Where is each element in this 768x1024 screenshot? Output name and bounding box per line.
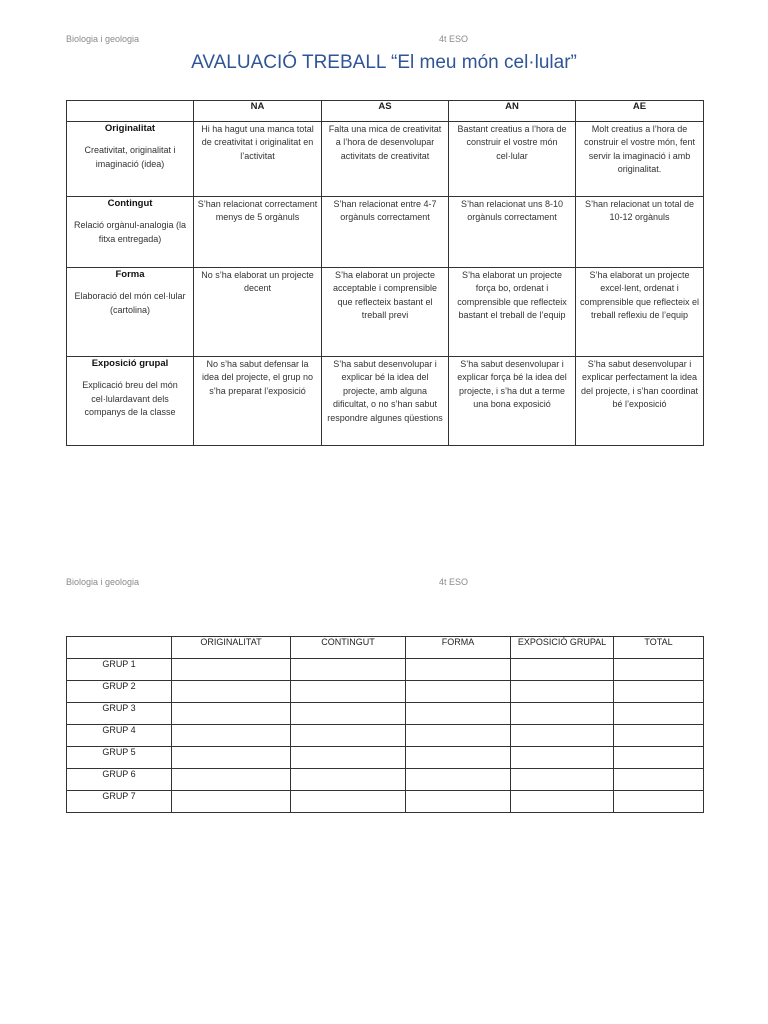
score-cell[interactable] [172, 725, 291, 747]
table-row [67, 681, 704, 703]
score-cell[interactable] [406, 703, 511, 725]
rubric-cell-na: No s’ha sabut defensar la idea del projecte, el grup no s’ha preparat l’exposició [194, 357, 322, 446]
score-cell[interactable] [511, 747, 614, 769]
score-cell[interactable] [614, 791, 704, 813]
criterion-cell [67, 268, 194, 357]
rubric-cell-an: S’ha sabut desenvolupar i explicar força bé la idea del projecte, i s’ha dut a terme una bona exposició [449, 357, 576, 446]
table-row [67, 791, 704, 813]
rubric-cell-na: Hi ha hagut una manca total de creativitat i originalitat en l’activitat [194, 122, 322, 197]
rubric-cell-ae: S’ha elaborat un projecte excel·lent, ordenat i comprensible que reflecteix el treball reflexiu de l’equip [576, 268, 704, 357]
score-cell[interactable] [614, 703, 704, 725]
scores-header-forma: FORMA [406, 637, 511, 659]
rubric-header-ae: AE [576, 101, 704, 122]
scores-header-contingut: CONTINGUT [291, 637, 406, 659]
rubric-row-contingut [67, 197, 704, 268]
score-cell[interactable] [406, 791, 511, 813]
subject-header: Biologia i geologia [66, 34, 140, 44]
score-cell[interactable] [614, 725, 704, 747]
criterion-description: Relació orgànul-analogia (la fitxa entregada) [73, 220, 187, 244]
score-cell[interactable] [511, 681, 614, 703]
score-cell[interactable] [172, 769, 291, 791]
score-cell[interactable] [406, 659, 511, 681]
criterion-cell [67, 122, 194, 197]
table-row [67, 725, 704, 747]
level-header: 4t ESO [439, 34, 469, 44]
rubric-table [66, 100, 704, 446]
score-cell[interactable] [291, 747, 406, 769]
rubric-cell-ae: S’han relacionat un total de 10-12 orgànuls [576, 197, 704, 268]
scores-header-originalitat: ORIGINALITAT [172, 637, 291, 659]
rubric-cell-as: S’ha sabut desenvolupar i explicar bé la idea del projecte, amb alguna dificultat, o no s’han sabut respondre algunes qüestions [322, 357, 449, 446]
group-label: GRUP 3 [67, 703, 172, 725]
rubric-cell-as: Falta una mica de creativitat a l’hora de desenvolupar activitats de creativitat [322, 122, 449, 197]
score-cell[interactable] [172, 681, 291, 703]
score-cell[interactable] [406, 769, 511, 791]
rubric-cell-as: S’ha elaborat un projecte acceptable i comprensible que reflecteix bastant el treball previ [322, 268, 449, 357]
score-cell[interactable] [406, 725, 511, 747]
score-cell[interactable] [511, 703, 614, 725]
rubric-cell-as: S’han relacionat entre 4-7 orgànuls correctament [322, 197, 449, 268]
group-label: GRUP 5 [67, 747, 172, 769]
score-cell[interactable] [291, 703, 406, 725]
group-label: GRUP 2 [67, 681, 172, 703]
criterion-name: Forma [115, 269, 145, 280]
rubric-cell-an: S’han relacionat uns 8-10 orgànuls correctament [449, 197, 576, 268]
scores-table [66, 636, 704, 813]
rubric-row-forma [67, 268, 704, 357]
scores-header-exposicio: EXPOSICIÓ GRUPAL [511, 637, 614, 659]
score-cell[interactable] [511, 725, 614, 747]
rubric-header-na: NA [194, 101, 322, 122]
table-row [67, 659, 704, 681]
rubric-cell-na: S’han relacionat correctament menys de 5 orgànuls [194, 197, 322, 268]
group-label: GRUP 7 [67, 791, 172, 813]
score-cell[interactable] [614, 659, 704, 681]
criterion-cell [67, 357, 194, 446]
rubric-header-as: AS [322, 101, 449, 122]
score-cell[interactable] [291, 659, 406, 681]
score-cell[interactable] [291, 681, 406, 703]
rubric-cell-ae: Molt creatius a l’hora de construir el vostre món, fent servir la imaginació i amb originalitat. [576, 122, 704, 197]
group-label: GRUP 1 [67, 659, 172, 681]
scores-corner-cell [67, 637, 172, 659]
score-cell[interactable] [172, 747, 291, 769]
score-cell[interactable] [291, 725, 406, 747]
score-cell[interactable] [511, 791, 614, 813]
rubric-header-an: AN [449, 101, 576, 122]
score-cell[interactable] [172, 791, 291, 813]
group-label: GRUP 6 [67, 769, 172, 791]
scores-header-total: TOTAL [614, 637, 704, 659]
criterion-name: Originalitat [104, 123, 156, 134]
score-cell[interactable] [406, 681, 511, 703]
rubric-cell-an: Bastant creatius a l’hora de construir el vostre món cel·lular [449, 122, 576, 197]
group-label: GRUP 4 [67, 725, 172, 747]
rubric-corner-cell [67, 101, 194, 122]
score-cell[interactable] [406, 747, 511, 769]
level-header-page2: 4t ESO [439, 577, 469, 587]
rubric-row-originalitat [67, 122, 704, 197]
rubric-cell-ae: S’ha sabut desenvolupar i explicar perfectament la idea del projecte, i s’han coordinat bé l’exposició [576, 357, 704, 446]
table-row [67, 703, 704, 725]
criterion-description: Explicació breu del món cel·lulardavant dels companys de la classe [82, 380, 178, 418]
rubric-cell-an: S’ha elaborat un projecte força bo, ordenat i comprensible que reflecteix bastant el treball de l’equip [449, 268, 576, 357]
score-cell[interactable] [614, 681, 704, 703]
criterion-name: Contingut [107, 198, 153, 209]
criterion-name: Exposició grupal [91, 358, 169, 369]
score-cell[interactable] [172, 703, 291, 725]
page-title: AVALUACIÓ TREBALL “El meu món cel·lular” [191, 52, 577, 73]
score-cell[interactable] [291, 769, 406, 791]
rubric-header-row [67, 101, 704, 122]
score-cell[interactable] [614, 747, 704, 769]
score-cell[interactable] [291, 791, 406, 813]
table-row [67, 747, 704, 769]
criterion-description: Elaboració del món cel·lular (cartolina) [74, 291, 186, 315]
subject-header-page2: Biologia i geologia [66, 577, 140, 587]
score-cell[interactable] [172, 659, 291, 681]
scores-header-row [67, 637, 704, 659]
rubric-row-exposicio [67, 357, 704, 446]
rubric-cell-na: No s’ha elaborat un projecte decent [194, 268, 322, 357]
table-row [67, 769, 704, 791]
criterion-cell [67, 197, 194, 268]
criterion-description: Creativitat, originalitat i imaginació (idea) [84, 145, 176, 169]
score-cell[interactable] [511, 769, 614, 791]
score-cell[interactable] [614, 769, 704, 791]
score-cell[interactable] [511, 659, 614, 681]
